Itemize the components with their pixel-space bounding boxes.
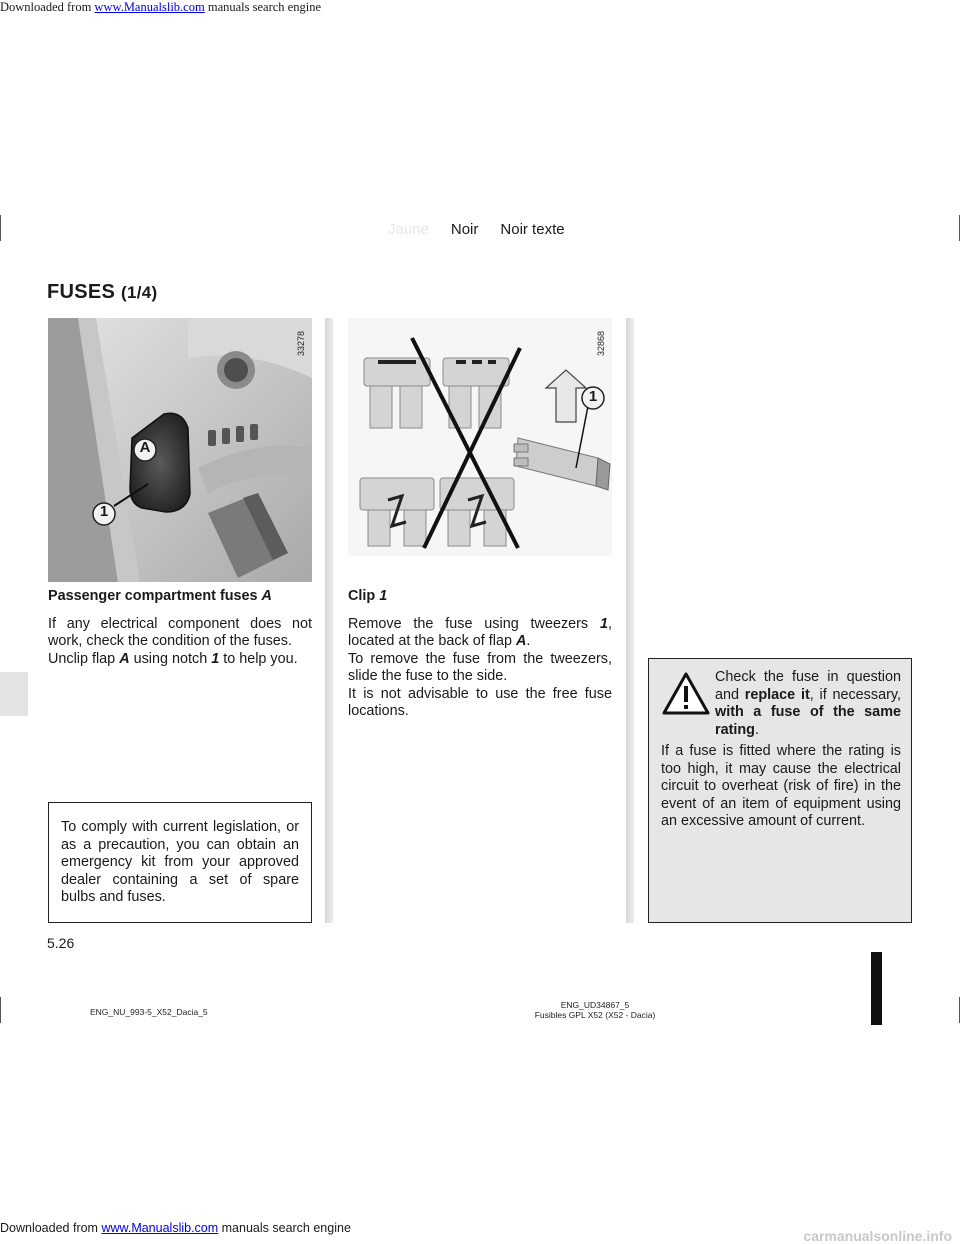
callout-label-a: A	[139, 439, 151, 456]
footer-right-code: ENG_UD34867_5 Fusibles GPL X52 (X52 - Dacia)	[534, 1000, 656, 1020]
paragraph-slide-fuse: To remove the fuse from the tweezers, slide the fuse to the side.	[348, 650, 612, 684]
warning-triangle-icon	[661, 671, 711, 717]
figure-reference-number: 33278	[296, 330, 306, 356]
warning-replace-fuse: Check the fuse in question and replace it, if necessary, with a fuse of the same rating.	[715, 669, 901, 738]
section-heading-clip: Clip 1	[348, 588, 388, 604]
crop-mark	[0, 215, 1, 241]
column-divider	[325, 318, 333, 923]
column-1-text	[48, 588, 312, 668]
column-divider	[626, 318, 634, 923]
warning-overheat-risk: If a fuse is fitted where the rating is too high, it may cause the electrical circuit to overheat (risk of fire) in the event of an item of equipment using an excessive amount of current.	[661, 743, 901, 829]
figure-fuse-tweezers	[348, 318, 612, 556]
dashboard-illustration	[48, 318, 312, 582]
chapter-edge-marker	[871, 952, 882, 1025]
paragraph-check-fuses: If any electrical component does not work, check the condition of the fuses.	[48, 615, 312, 649]
figure-reference-number: 32868	[596, 330, 606, 356]
manualslib-link-bottom[interactable]: www.Manualslib.com	[101, 1221, 219, 1235]
paragraph-remove-fuse: Remove the fuse using tweezers 1, located at the back of flap A.	[348, 615, 612, 649]
paragraph-unclip-flap: Unclip flap A using notch 1 to help you.	[48, 650, 298, 667]
bottom-download-banner: Downloaded from www.Manualslib.com manuals search engine	[0, 1221, 351, 1235]
manualslib-link-top[interactable]: www.Manualslib.com	[94, 0, 205, 14]
top-download-banner: Downloaded from www.Manualslib.com manuals search engine	[0, 0, 321, 14]
note-emergency-kit: To comply with current legislation, or as a precaution, you can obtain an emergency kit from your approved dealer containing a set of spare bulbs and fuses.	[48, 802, 312, 923]
section-heading-passenger-fuses: Passenger compartment fuses A	[48, 588, 272, 604]
warning-box	[648, 658, 912, 923]
figure-dashboard-fuse-flap	[48, 318, 312, 582]
callout-label-1: 1	[99, 503, 109, 520]
column-2-text	[348, 588, 612, 721]
print-color-marks: Jaune Noir Noir texte	[388, 221, 565, 238]
page-number: 5.26	[47, 935, 75, 951]
chapter-side-tab	[0, 672, 28, 716]
site-watermark: carmanualsonline.info	[803, 1228, 952, 1244]
footer-left-code: ENG_NU_993-5_X52_Dacia_5	[90, 1007, 208, 1017]
crop-mark	[0, 997, 1, 1023]
fuse-illustration	[348, 318, 612, 556]
page-title: FUSES (1/4)	[47, 281, 158, 303]
paragraph-free-locations: It is not advisable to use the free fuse locations.	[348, 685, 612, 719]
callout-label-1: 1	[588, 388, 598, 405]
